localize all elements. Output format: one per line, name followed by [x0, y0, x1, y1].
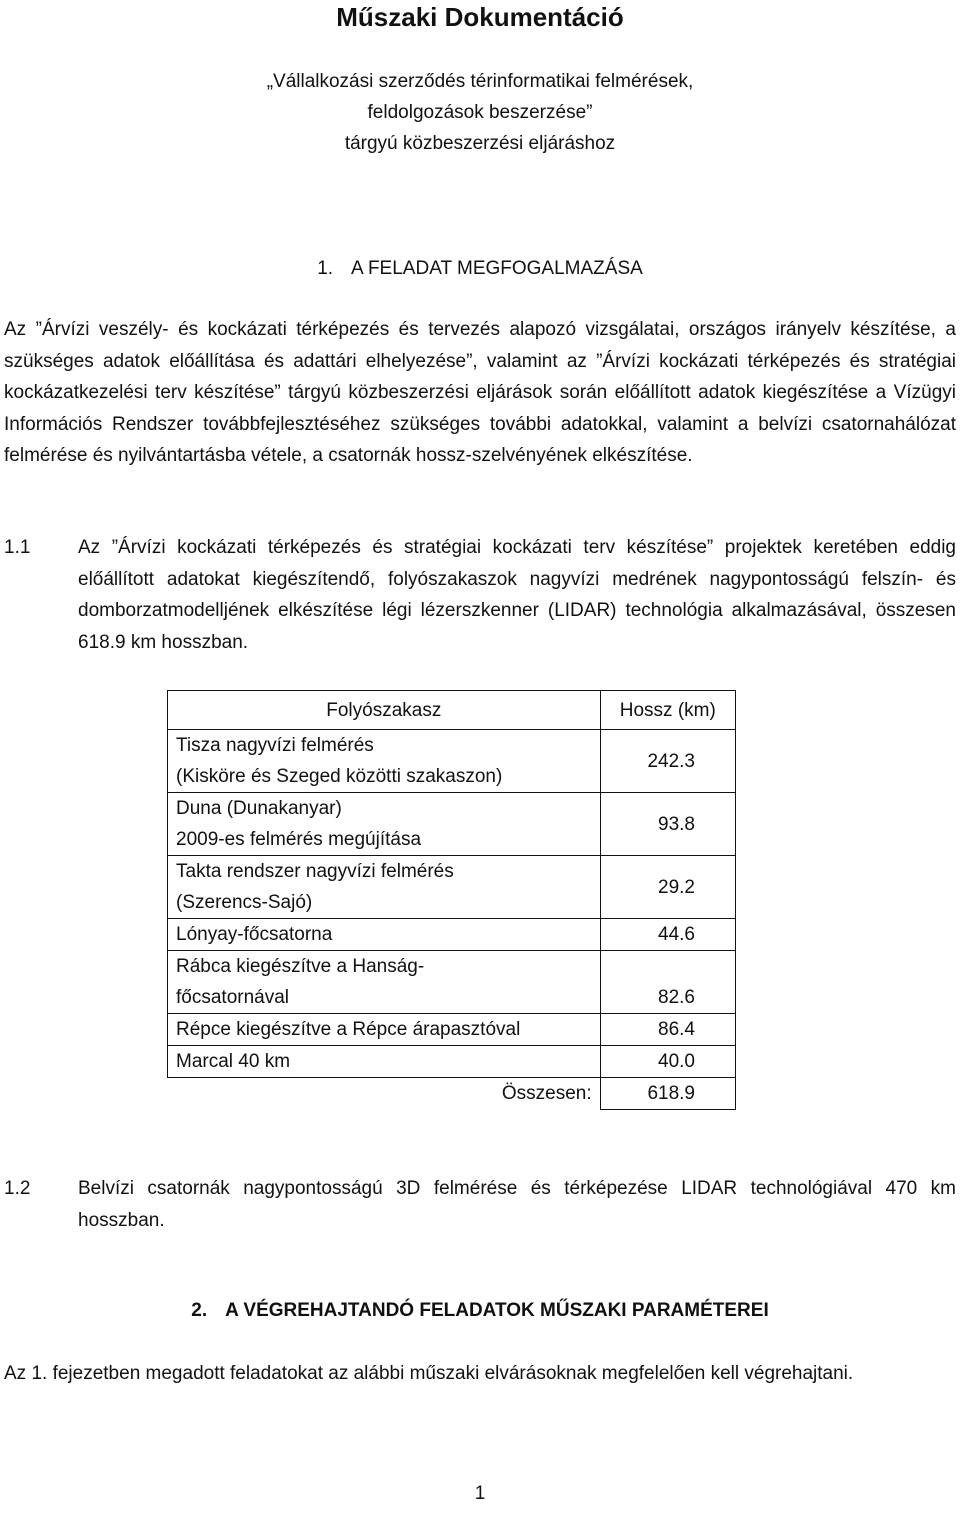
row-name [168, 951, 601, 1014]
row-name: Lónyay-főcsatorna [168, 919, 601, 951]
item-1-1 [4, 532, 956, 658]
total-label: Összesen: [168, 1078, 601, 1110]
row-name [168, 856, 601, 919]
row-name-line: Duna (Dunakanyar) [176, 798, 342, 819]
row-name-line: Rábca kiegészítve a Hanság- [176, 956, 425, 977]
page-number: 1 [474, 1483, 486, 1504]
item-text: Belvízi csatornák nagypontosságú 3D felmérése és térképezése LIDAR technológiával 470 km hosszban. [78, 1178, 956, 1231]
subtitle-line: feldolgozások beszerzése” [367, 102, 593, 123]
row-value: 40.0 [600, 1046, 735, 1078]
item-1-2 [4, 1173, 956, 1236]
header-length: Hossz (km) [600, 691, 735, 730]
table-header-row [168, 691, 736, 730]
row-name-line: (Szerencs-Sajó) [176, 892, 313, 913]
table-row [168, 951, 736, 1014]
total-value: 618.9 [600, 1078, 735, 1110]
subtitle-line: tárgyú közbeszerzési eljáráshoz [344, 133, 616, 154]
item-text: Az ”Árvízi kockázati térképezés és stratégiai kockázati terv készítése” projektek keretében eddig előállított adatokat kiegészítendő, folyószakaszok nagyvízi medrének nagypontosságú felszín- és domborzatmodelljének elkészítése légi lézerszkenner (LIDAR) technológia alkalmazásával, összesen 618.9 km hosszban. [78, 537, 956, 653]
row-name: Répce kiegészítve a Répce árapasztóval [168, 1014, 601, 1046]
table-total-row [168, 1078, 736, 1110]
table-row [168, 793, 736, 856]
row-name-line: 2009-es felmérés megújítása [176, 829, 422, 850]
river-sections-table [167, 690, 736, 1110]
table-row [168, 856, 736, 919]
section-2-text: Az 1. fejezetben megadott feladatokat az alábbi műszaki elvárásoknak megfelelően kell végrehajtani. [4, 1363, 854, 1384]
section-1-heading [0, 254, 960, 284]
section-1-intro: Az ”Árvízi veszély- és kockázati térképezés és tervezés alapozó vizsgálatai, országos irányelv készítése, a szükséges adatok előállítása és adattári elhelyezése”, valamint az ”Árvízi kockázati térképezés és stratégiai kockázatkezelési terv készítése” tárgyú közbeszerzési eljárások során előállított adatok kiegészítése a Vízügyi Információs Rendszer továbbfejlesztéséhez szükséges további adatokkal, valamint a belvízi csatornahálózat felmérése és nyilvántartásba vétele, a csatornák hossz-szelvényének elkészítése. [4, 319, 956, 466]
table-row [168, 919, 736, 951]
item-number: 1.2 [4, 1178, 31, 1199]
row-name-line: főcsatornával [176, 987, 290, 1008]
item-number: 1.1 [4, 537, 31, 558]
row-value: 86.4 [600, 1014, 735, 1046]
table-row [168, 1014, 736, 1046]
document-subtitle [0, 66, 960, 159]
row-value: 44.6 [600, 919, 735, 951]
row-value: 29.2 [600, 856, 735, 919]
subtitle-line: „Vállalkozási szerződés térinformatikai felmérések, [266, 71, 694, 92]
section-2-heading [0, 1296, 960, 1326]
section-number: 2. [191, 1300, 208, 1321]
row-name-line: Tisza nagyvízi felmérés [176, 735, 374, 756]
row-name-line: (Kisköre és Szeged közötti szakaszon) [176, 766, 503, 787]
section-title: A FELADAT MEGFOGALMAZÁSA [351, 258, 643, 279]
row-value: 242.3 [600, 730, 735, 793]
document-title: Műszaki Dokumentáció [336, 2, 624, 32]
table-row [168, 730, 736, 793]
row-name: Marcal 40 km [168, 1046, 601, 1078]
row-name [168, 730, 601, 793]
section-title: A VÉGREHAJTANDÓ FELADATOK MŰSZAKI PARAMÉTEREI [225, 1300, 769, 1321]
row-name [168, 793, 601, 856]
table-row [168, 1046, 736, 1078]
row-name-line: Takta rendszer nagyvízi felmérés [176, 861, 454, 882]
section-number: 1. [317, 258, 334, 279]
row-value: 93.8 [600, 793, 735, 856]
row-value: 82.6 [600, 951, 735, 1014]
header-section-name: Folyószakasz [168, 691, 601, 730]
